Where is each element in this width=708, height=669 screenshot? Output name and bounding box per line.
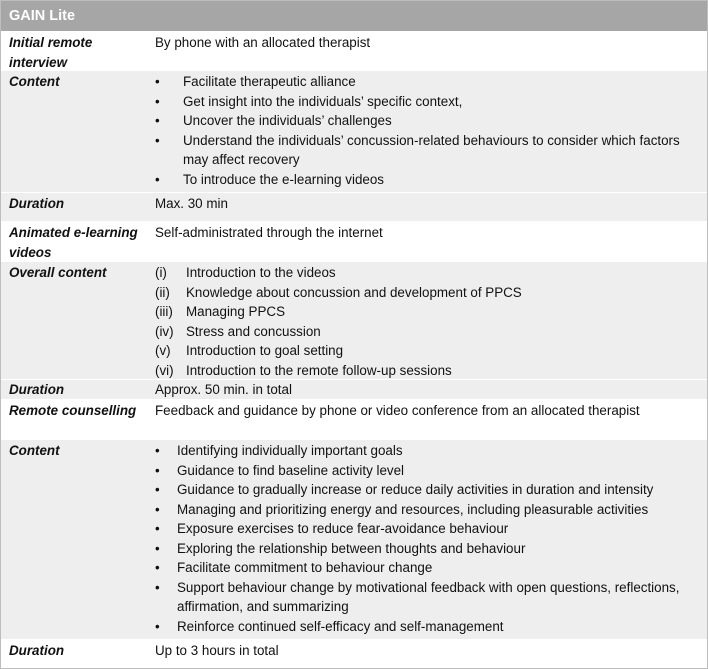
row-value: Self-administrated through the internet <box>155 225 383 240</box>
list-text: Introduction to the videos <box>186 265 336 280</box>
row-overall-content <box>1 261 707 379</box>
list-item: • Managing and prioritizing energy and resources, including pleasurable activities <box>155 500 707 520</box>
row-label: Initial remote interview <box>9 35 93 70</box>
row-duration <box>1 192 707 221</box>
row-label: Animated e-learning videos <box>9 225 138 260</box>
numbered-list <box>155 263 707 380</box>
list-item: • Facilitate commitment to behaviour change <box>155 558 707 578</box>
list-number: (vi) <box>155 362 174 378</box>
list-number: (i) <box>155 265 167 280</box>
table-title: GAIN Lite <box>1 1 707 31</box>
list-text: Introduction to goal setting <box>186 343 344 358</box>
list-item <box>155 341 707 361</box>
list-number: (v) <box>155 343 171 358</box>
list-number: (iii) <box>155 304 173 319</box>
row-duration <box>1 379 707 399</box>
list-item: • To introduce the e-learning videos <box>155 170 707 190</box>
row-value <box>147 440 707 639</box>
row-label: Overall content <box>9 265 107 280</box>
row-remote-counselling <box>1 399 707 439</box>
row-label: Content <box>9 74 60 89</box>
row-duration <box>1 639 707 668</box>
row-value: Up to 3 hours in total <box>155 643 279 658</box>
list-item: • Understand the individuals’ concussion-related behaviours to consider which factors may affect recovery <box>155 131 707 170</box>
row-label: Duration <box>9 643 65 658</box>
list-text: Managing PPCS <box>186 304 285 319</box>
list-number: (ii) <box>155 284 170 300</box>
list-text: Knowledge about concussion and development of PPCS <box>186 284 522 300</box>
list-item: • Get insight into the individuals’ specific context, <box>155 92 707 112</box>
list-item <box>155 263 707 283</box>
row-value <box>147 71 707 192</box>
list-text: Introduction to the remote follow-up sessions <box>186 362 452 378</box>
list-item: • Support behaviour change by motivational feedback with open questions, reflections, affirmation, and summarizing <box>155 578 707 617</box>
row-value: By phone with an allocated therapist <box>155 35 371 50</box>
list-item: • Uncover the individuals’ challenges <box>155 111 707 131</box>
row-value <box>147 262 707 379</box>
list-item: • Identifying individually important goals <box>155 441 707 461</box>
row-content <box>1 70 707 192</box>
row-label: Remote counselling <box>9 403 137 418</box>
row-content <box>1 439 707 639</box>
row-value: Max. 30 min <box>155 196 228 211</box>
row-initial-remote-interview <box>1 31 707 70</box>
list-item <box>155 361 707 381</box>
bullet-list <box>155 441 707 636</box>
list-item <box>155 322 707 342</box>
row-label: Content <box>9 443 60 458</box>
list-item: • Exposure exercises to reduce fear-avoidance behaviour <box>155 519 707 539</box>
row-value: Feedback and guidance by phone or video conference from an allocated therapist <box>155 403 640 418</box>
row-label: Duration <box>9 196 65 211</box>
list-item: • Guidance to find baseline activity level <box>155 461 707 481</box>
list-number: (iv) <box>155 323 174 339</box>
list-item <box>155 283 707 303</box>
list-item: • Facilitate therapeutic alliance <box>155 72 707 92</box>
list-item <box>155 302 707 322</box>
row-label: Duration <box>9 382 65 397</box>
bullet-list <box>155 72 707 189</box>
list-item: • Guidance to gradually increase or reduce daily activities in duration and intensity <box>155 480 707 500</box>
list-text: Stress and concussion <box>186 323 321 339</box>
list-item: • Exploring the relationship between thoughts and behaviour <box>155 539 707 559</box>
row-value: Approx. 50 min. in total <box>155 382 292 397</box>
row-animated-e-learning-videos <box>1 221 707 261</box>
list-item: • Reinforce continued self-efficacy and self-management <box>155 617 707 637</box>
